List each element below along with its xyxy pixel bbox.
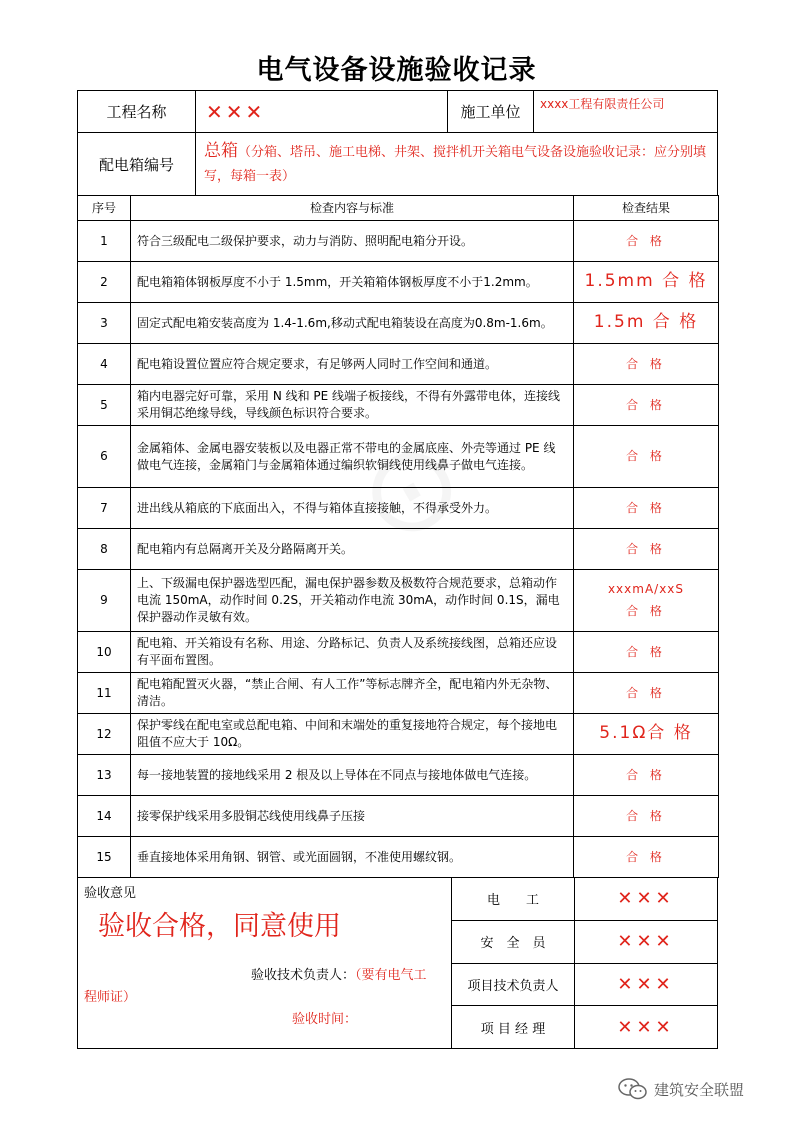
row-result-value: 合 格: [626, 500, 666, 515]
table-row: [78, 570, 719, 632]
tech-lead-line: [251, 964, 427, 983]
row-result-value: 合 格: [626, 808, 666, 823]
signer-value: ✕✕✕: [617, 1016, 675, 1038]
row-result-value: 5.1Ω合 格: [599, 723, 693, 743]
table-row: [78, 385, 719, 426]
time-label: 验收时间：: [292, 1012, 358, 1027]
row-result: [574, 221, 719, 262]
row-number: 7: [78, 488, 131, 529]
signer-row: [452, 878, 717, 921]
signer-role: 安 全 员: [452, 921, 575, 963]
page-title: 电气设备设施验收记录: [256, 55, 537, 86]
signer-row: [452, 921, 717, 964]
opinion-block: [78, 878, 452, 1048]
row-content: 箱内电器完好可靠，采用 N 线和 PE 线端子板接线，不得有外露带电体，连接线采用铜芯绝缘导线，导线颜色标识符合要求。: [131, 385, 574, 426]
table-row: [78, 426, 719, 488]
table-row: [78, 632, 719, 673]
signer-row: [452, 1006, 717, 1048]
row-number: 2: [78, 262, 131, 303]
row-result: [574, 837, 719, 878]
box-row: [77, 132, 718, 195]
row-result: [574, 755, 719, 796]
col-no: 序号: [78, 196, 131, 221]
row-content: 金属箱体、金属电器安装板以及电器正常不带电的金属底座、外壳等通过 PE 线做电气连接，金属箱门与金属箱体通过编织软铜线使用线鼻子做电气连接。: [131, 426, 574, 488]
row-number: 5: [78, 385, 131, 426]
signer-value: ✕✕✕: [617, 931, 675, 953]
table-row: [78, 714, 719, 755]
box-label: 配电箱编号: [78, 133, 196, 195]
row-result-value: 合 格: [626, 685, 666, 700]
row-number: 15: [78, 837, 131, 878]
table-row: [78, 221, 719, 262]
row-number: 4: [78, 344, 131, 385]
row-result-value: 合 格: [626, 449, 666, 463]
record-sheet: [77, 90, 718, 1049]
row-result-value: 合 格: [626, 356, 666, 371]
tech-lead-note-a: （要有电气工: [355, 968, 427, 983]
row-content: 进出线从箱底的下底面出入，不得与箱体直接接触，不得承受外力。: [131, 488, 574, 529]
row-result-value: 合 格: [626, 233, 666, 248]
row-result-param: xxxmA/xxS: [607, 582, 685, 596]
table-row: [78, 837, 719, 878]
row-result: [574, 426, 719, 488]
row-result: [574, 673, 719, 714]
project-row: [77, 90, 718, 132]
row-number: 3: [78, 303, 131, 344]
signers-block: [452, 878, 717, 1048]
row-number: 11: [78, 673, 131, 714]
row-number: 13: [78, 755, 131, 796]
table-row: [78, 344, 719, 385]
row-result: [574, 714, 719, 755]
row-number: 1: [78, 221, 131, 262]
row-content: 配电箱箱体钢板厚度不小于 1.5mm，开关箱箱体钢板厚度不小于1.2mm。: [131, 262, 574, 303]
row-result-value: 合 格: [626, 604, 666, 618]
row-result: [574, 385, 719, 426]
row-number: 6: [78, 426, 131, 488]
table-row: [78, 488, 719, 529]
box-value: [196, 133, 717, 195]
row-content: 每一接地装置的接地线采用 2 根及以上导体在不同点与接地体做电气连接。: [131, 755, 574, 796]
row-content: 上、下级漏电保护器选型匹配，漏电保护器参数及极数符合规范要求，总箱动作电流 150mA，动作时间 0.2S，开关箱动作电流 30mA，动作时间 0.1S，漏电保护器动作灵敏有效。: [131, 570, 574, 632]
table-row: [78, 673, 719, 714]
row-result-value: 1.5m 合 格: [593, 312, 699, 332]
project-label: 工程名称: [78, 91, 196, 132]
table-row: [78, 303, 719, 344]
row-content: 固定式配电箱安装高度为 1.4-1.6m,移动式配电箱装设在高度为0.8m-1.6m。: [131, 303, 574, 344]
row-result: [574, 344, 719, 385]
table-row: [78, 796, 719, 837]
row-result-value: 1.5mm 合 格: [584, 271, 708, 291]
row-result: [574, 796, 719, 837]
inspection-table: [77, 195, 719, 878]
row-content: 配电箱设置位置应符合规定要求，有足够两人同时工作空间和通道。: [131, 344, 574, 385]
row-number: 9: [78, 570, 131, 632]
opinion-label: 验收意见: [84, 886, 137, 901]
signer-role: 电 工: [452, 878, 575, 920]
row-content: 配电箱配置灭火器，“禁止合闸、有人工作”等标志牌齐全，配电箱内外无杂物、清洁。: [131, 673, 574, 714]
signer-role: 项目技术负责人: [452, 964, 575, 1006]
box-value-main: 总箱: [204, 141, 238, 161]
tech-lead-label: 验收技术负责人：: [251, 968, 356, 983]
company-value: xxxx工程有限责任公司: [540, 97, 665, 111]
row-number: 14: [78, 796, 131, 837]
table-row: [78, 529, 719, 570]
footer-brand-text: 建筑安全联盟: [654, 1080, 745, 1099]
row-content: 配电箱内有总隔离开关及分路隔离开关。: [131, 529, 574, 570]
row-result: [574, 262, 719, 303]
row-result: [574, 529, 719, 570]
row-result: [574, 632, 719, 673]
table-row: [78, 755, 719, 796]
row-number: 8: [78, 529, 131, 570]
row-result-value: 合 格: [626, 541, 666, 556]
tech-lead-note-b: 程师证）: [84, 990, 137, 1005]
row-number: 12: [78, 714, 131, 755]
footer-brand: [618, 1078, 744, 1100]
row-content: 垂直接地体采用角钢、钢管、或光面圆钢，不准使用螺纹钢。: [131, 837, 574, 878]
row-content: 符合三级配电二级保护要求，动力与消防、照明配电箱分开设。: [131, 221, 574, 262]
company-label: 施工单位: [448, 91, 534, 132]
row-result-value: 合 格: [626, 767, 666, 782]
row-result-value: 合 格: [626, 397, 666, 412]
row-content: 配电箱、开关箱设有名称、用途、分路标记、负责人及系统接线图，总箱还应设有平面布置图。: [131, 632, 574, 673]
row-result-value: 合 格: [626, 644, 666, 659]
row-number: 10: [78, 632, 131, 673]
row-content: 接零保护线采用多股铜芯线使用线鼻子压接: [131, 796, 574, 837]
row-result-value: 合 格: [626, 849, 666, 864]
row-content: 保护零线在配电室或总配电箱、中间和末端处的重复接地符合规定，每个接地电阻值不应大于 10Ω。: [131, 714, 574, 755]
row-result: [574, 488, 719, 529]
col-result: 检查结果: [574, 196, 719, 221]
table-header: [78, 196, 719, 221]
col-content: 检查内容与标准: [131, 196, 574, 221]
opinion-text: 验收合格，同意使用: [98, 911, 341, 942]
signer-value: ✕✕✕: [617, 888, 675, 910]
row-result: [574, 303, 719, 344]
wechat-icon: [618, 1078, 648, 1100]
signoff-section: [77, 878, 718, 1049]
table-row: [78, 262, 719, 303]
box-value-note: （分箱、塔吊、施工电梯、井架、搅拌机开关箱电气设备设施验收记录：应分别填写，每箱一表）: [204, 145, 707, 184]
signer-row: [452, 964, 717, 1007]
row-result: [574, 570, 719, 632]
signer-role: 项 目 经 理: [452, 1006, 575, 1048]
signer-value: ✕✕✕: [617, 973, 675, 995]
project-value: ✕✕✕: [196, 91, 448, 132]
